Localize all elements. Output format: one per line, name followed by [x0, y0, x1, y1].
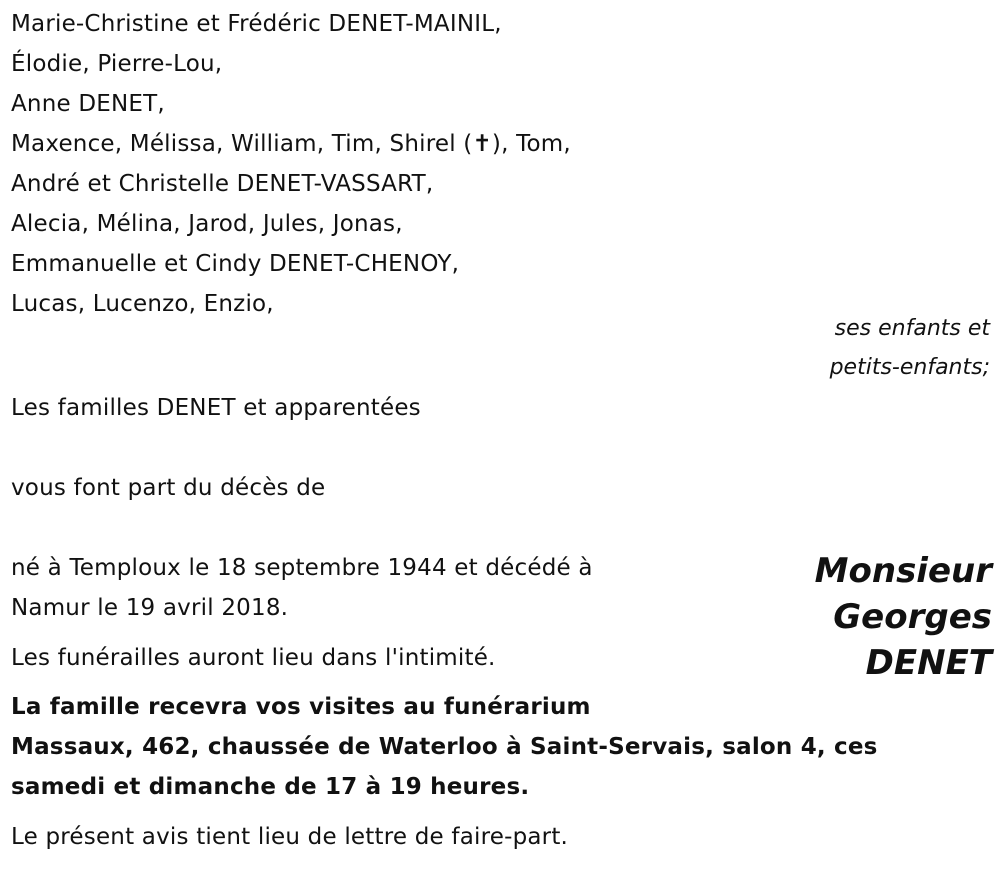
deceased-title: Monsieur: [814, 551, 992, 591]
family-line-3: Anne DENET,: [11, 91, 165, 117]
closing-line: Le présent avis tient lieu de lettre de faire-part.: [11, 824, 569, 850]
relation-line-1: ses enfants et: [834, 316, 990, 341]
family-line-2: Élodie, Pierre-Lou,: [11, 51, 223, 77]
family-line-4: Maxence, Mélissa, William, Tim, Shirel (✝), Tom,: [11, 131, 571, 157]
birth-death-line-2: Namur le 19 avril 2018.: [11, 595, 289, 621]
family-line-5: André et Christelle DENET-VASSART,: [11, 171, 434, 197]
visits-line-3: samedi et dimanche de 17 à 19 heures.: [11, 774, 530, 800]
birth-death-line-1: né à Temploux le 18 septembre 1944 et décédé à: [11, 555, 593, 581]
deceased-last-name: DENET: [865, 643, 992, 683]
relation-line-2: petits-enfants;: [829, 355, 990, 380]
funeral-note: Les funérailles auront lieu dans l'intimité.: [11, 645, 496, 671]
visits-line-1: La famille recevra vos visites au funérarium: [11, 694, 591, 720]
visits-line-2: Massaux, 462, chaussée de Waterloo à Saint-Servais, salon 4, ces: [11, 734, 878, 760]
announcement-line: vous font part du décès de: [11, 475, 326, 501]
family-line-6: Alecia, Mélina, Jarod, Jules, Jonas,: [11, 211, 403, 237]
deceased-first-name: Georges: [833, 597, 992, 637]
family-line-8: Lucas, Lucenzo, Enzio,: [11, 291, 274, 317]
family-line-7: Emmanuelle et Cindy DENET-CHENOY,: [11, 251, 460, 277]
family-line-1: Marie-Christine et Frédéric DENET-MAINIL,: [11, 11, 502, 37]
deceased-name: [815, 548, 992, 686]
families-line: Les familles DENET et apparentées: [11, 395, 421, 421]
